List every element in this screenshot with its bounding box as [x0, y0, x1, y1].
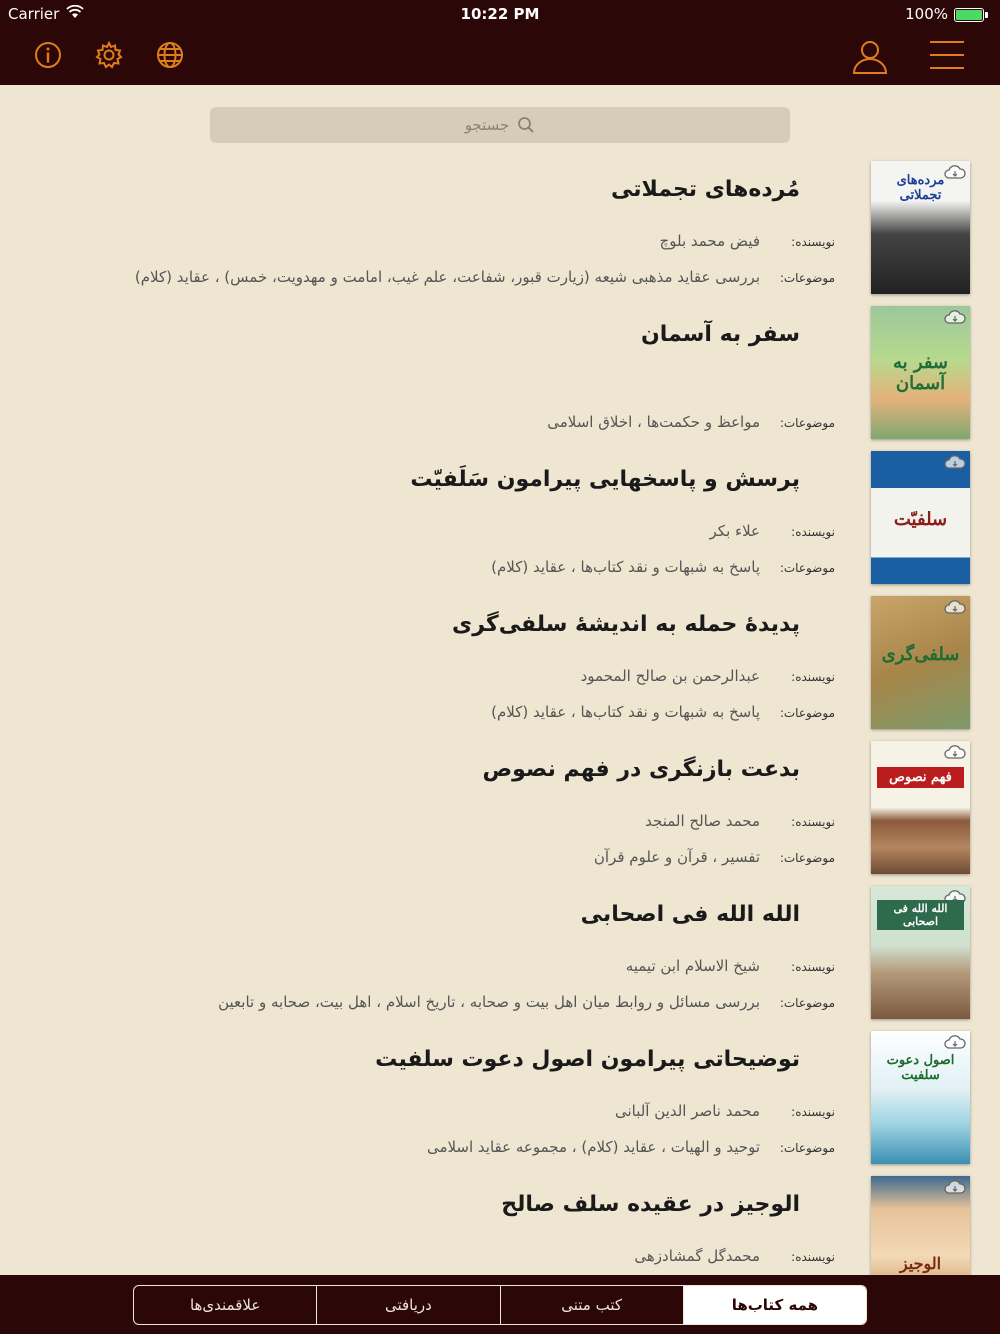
list-item[interactable]	[0, 1025, 1000, 1170]
user-icon[interactable]	[851, 38, 889, 76]
subjects-value: توحید و الهیات ، عقاید (کلام) ، مجموعه عقاید اسلامی	[426, 1138, 760, 1156]
book-title: توضیحاتی پیرامون اصول دعوت سلفیت	[375, 1047, 800, 1072]
tab-favorites[interactable]: علاقمندی‌ها	[189, 1296, 261, 1314]
globe-icon[interactable]	[153, 38, 187, 72]
list-item[interactable]	[0, 300, 1000, 445]
subjects-value: بررسی عقاید مذهبی شیعه (زیارت قبور، شفاعت، علم غیب، امامت و مهدویت، خمس) ، عقاید (کلام)	[134, 268, 760, 286]
subjects-row	[547, 413, 835, 431]
cover-title: الوجیز	[899, 1254, 942, 1273]
book-title: الله الله فی اصحابی	[580, 902, 800, 927]
book-title: پدیدۀ حمله به اندیشۀ سلفی‌گری	[452, 612, 800, 637]
book-list	[0, 155, 1000, 1275]
cloud-download-icon[interactable]	[944, 454, 966, 470]
battery-percent: 100%	[905, 5, 948, 23]
cover-title: مرده‌های تجملاتی	[896, 173, 945, 203]
cover-title: الله الله فی اصحابی	[877, 900, 964, 930]
cloud-download-icon[interactable]	[944, 599, 966, 615]
menu-icon[interactable]	[929, 38, 965, 72]
subjects-label: موضوعات:	[779, 1141, 835, 1155]
subjects-label: موضوعات:	[779, 271, 835, 285]
subjects-label: موضوعات:	[779, 706, 835, 720]
clock: 10:22 PM	[460, 5, 540, 23]
subjects-value: پاسخ به شبهات و نقد کتاب‌ها ، عقاید (کلام)	[491, 558, 760, 576]
top-bar	[0, 0, 1000, 85]
book-cover[interactable]	[871, 741, 970, 874]
info-icon[interactable]	[31, 38, 65, 72]
subjects-label: موضوعات:	[779, 996, 835, 1010]
author-value: شیخ الاسلام ابن تیمیه	[625, 957, 760, 975]
tab-all-books[interactable]: همه کتاب‌ها	[683, 1286, 866, 1324]
author-value: محمدگل گمشادزهی	[634, 1247, 760, 1265]
subjects-label: موضوعات:	[779, 561, 835, 575]
cloud-download-icon[interactable]	[944, 744, 966, 760]
subjects-value: تفسیر ، قرآن و علوم قرآن	[593, 848, 760, 866]
list-item[interactable]	[0, 735, 1000, 880]
subjects-row	[218, 993, 835, 1011]
tab-text-books[interactable]: کتب متنی	[500, 1286, 683, 1324]
search-icon	[517, 116, 535, 134]
subjects-row	[491, 703, 835, 721]
list-item[interactable]	[0, 155, 1000, 300]
author-row	[710, 522, 835, 540]
cover-title: سلفیّت	[893, 509, 948, 530]
author-row	[645, 812, 835, 830]
cover-title: سفر به آسمان	[892, 352, 949, 394]
author-label: نویسنده:	[791, 235, 835, 249]
author-row	[634, 1247, 835, 1265]
author-label: نویسنده:	[791, 815, 835, 829]
subjects-label: موضوعات:	[779, 851, 835, 865]
author-row	[626, 957, 835, 975]
author-label: نویسنده:	[791, 1105, 835, 1119]
search-input[interactable]	[210, 107, 790, 143]
tab-downloaded[interactable]: دریافتی	[316, 1286, 499, 1324]
author-row	[581, 667, 835, 685]
segmented-control	[133, 1285, 867, 1325]
book-cover[interactable]	[871, 1176, 970, 1275]
author-value: محمد صالح المنجد	[645, 812, 760, 830]
book-title: مُرده‌های تجملاتی	[610, 177, 800, 202]
cloud-download-icon[interactable]	[944, 309, 966, 325]
subjects-label: موضوعات:	[779, 416, 835, 430]
book-title: بدعت بازنگری در فهم نصوص	[482, 757, 800, 782]
author-value: فیض محمد بلوچ	[659, 232, 760, 250]
subjects-row	[427, 1138, 835, 1156]
author-label: نویسنده:	[791, 670, 835, 684]
gear-icon[interactable]	[92, 38, 126, 72]
author-value: عبدالرحمن بن صالح المحمود	[580, 667, 760, 685]
bottom-tab-bar	[0, 1275, 1000, 1334]
list-item[interactable]	[0, 445, 1000, 590]
book-title: الوجیز در عقیده سلف صالح	[501, 1192, 800, 1217]
author-row	[660, 232, 835, 250]
author-label: نویسنده:	[791, 525, 835, 539]
author-value: علاء بکر	[709, 522, 760, 540]
book-cover[interactable]	[871, 886, 970, 1019]
search-placeholder: جستجو	[464, 116, 510, 134]
battery-icon	[954, 8, 984, 22]
book-title: پرسش و پاسخهایی پیرامون سَلَفیّت	[410, 467, 800, 492]
subjects-value: مواعظ و حکمت‌ها ، اخلاق اسلامی	[547, 413, 760, 431]
author-value: محمد ناصر الدین آلبانی	[614, 1102, 760, 1120]
cover-title: فهم نصوص	[877, 767, 964, 788]
cover-title: سلفی‌گری	[881, 644, 960, 665]
list-item[interactable]	[0, 880, 1000, 1025]
author-label: نویسنده:	[791, 960, 835, 974]
cloud-download-icon[interactable]	[944, 1034, 966, 1050]
author-row	[615, 1102, 835, 1120]
book-title: سفر به آسمان	[640, 322, 800, 347]
subjects-row	[491, 558, 835, 576]
book-cover[interactable]	[871, 306, 970, 439]
book-cover[interactable]	[871, 1031, 970, 1164]
carrier-label: Carrier	[8, 5, 60, 23]
subjects-row	[594, 848, 835, 866]
book-cover[interactable]	[871, 596, 970, 729]
subjects-row	[135, 268, 835, 286]
author-label: نویسنده:	[791, 1250, 835, 1264]
subjects-value: بررسی مسائل و روابط میان اهل بیت و صحابه ، تاریخ اسلام ، اهل بیت، صحابه و تابعین	[218, 993, 760, 1011]
list-item[interactable]	[0, 590, 1000, 735]
list-item[interactable]	[0, 1170, 1000, 1275]
subjects-value: پاسخ به شبهات و نقد کتاب‌ها ، عقاید (کلام)	[491, 703, 760, 721]
book-cover[interactable]	[871, 451, 970, 584]
book-cover[interactable]	[871, 161, 970, 294]
cloud-download-icon[interactable]	[944, 1179, 966, 1195]
status-bar	[0, 0, 1000, 28]
cover-title: اصول دعوت سلفیت	[886, 1053, 955, 1083]
